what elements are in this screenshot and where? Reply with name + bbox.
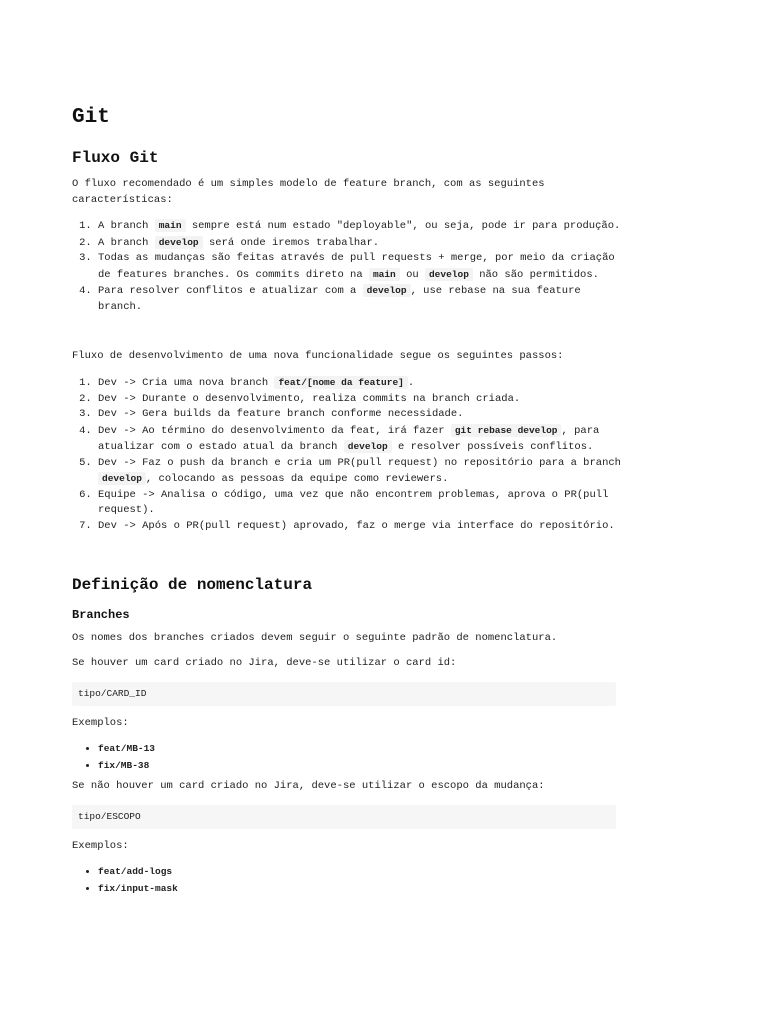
- examples-label-1: Exemplos:: [72, 717, 129, 729]
- branches-paragraph-3: Se não houver um card criado no Jira, deve-se utilizar o escopo da mudança:: [72, 780, 545, 792]
- list-item: 7. Dev -> Após o PR(pull request) aprovado, faz o merge via interface do repositório.: [98, 519, 622, 535]
- steps-intro: Fluxo de desenvolvimento de uma nova funcionalidade segue os seguintes passos:: [72, 350, 564, 362]
- list-item: 4. Para resolver conflitos e atualizar com a develop , use rebase na sua feature branch.: [98, 283, 622, 315]
- list-item: 1. A branch main sempre está num estado "deployable", ou seja, pode ir para produção.: [98, 218, 622, 235]
- examples-list-1: [72, 741, 622, 774]
- list-item: 6. Equipe -> Analisa o código, uma vez que não encontrem problemas, aprova o PR(pull request).: [98, 488, 622, 519]
- branches-paragraph-2: Se houver um card criado no Jira, deve-se utilizar o card id:: [72, 657, 457, 669]
- list-item: • fix/MB-38: [98, 758, 622, 775]
- section-heading-nomenclatura: Definição de nomenclatura: [72, 576, 313, 594]
- list-item: 4. Dev -> Ao término do desenvolvimento da feat, irá fazer git rebase develop , para atualizar com o estado atual da branch develop e resolver possíveis conflitos.: [98, 423, 622, 456]
- list-item: 3. Todas as mudanças são feitas através de pull requests + merge, por meio da criação de features branches. Os commits direto na main ou develop não são permitidos.: [98, 251, 622, 283]
- list-item: 5. Dev -> Faz o push da branch e cria um PR(pull request) no repositório para a branch develop , colocando as pessoas da equipe como reviewers.: [98, 456, 622, 488]
- steps-list: [72, 375, 622, 534]
- list-item: 2. Dev -> Durante o desenvolvimento, realiza commits na branch criada.: [98, 392, 622, 408]
- examples-list-2: [72, 864, 622, 897]
- list-item: • feat/MB-13: [98, 741, 622, 758]
- code-block-escopo: tipo/ESCOPO: [72, 805, 616, 829]
- section-heading-fluxo: Fluxo Git: [72, 149, 159, 167]
- examples-label-2: Exemplos:: [72, 840, 129, 852]
- characteristics-list: [72, 218, 622, 315]
- list-item: • feat/add-logs: [98, 864, 622, 881]
- list-item: 1. Dev -> Cria uma nova branch feat/[nome da feature] .: [98, 375, 622, 392]
- page-title: Git: [72, 106, 110, 129]
- list-item: 2. A branch develop será onde iremos trabalhar.: [98, 235, 622, 252]
- subsection-heading-branches: Branches: [72, 608, 130, 622]
- list-item: • fix/input-mask: [98, 881, 622, 898]
- list-item: 3. Dev -> Gera builds da feature branch conforme necessidade.: [98, 407, 622, 423]
- branches-paragraph-1: Os nomes dos branches criados devem seguir o seguinte padrão de nomenclatura.: [72, 632, 558, 644]
- fluxo-intro: O fluxo recomendado é um simples modelo de feature branch, com as seguintes características:: [72, 178, 545, 206]
- code-block-card-id: tipo/CARD_ID: [72, 682, 616, 706]
